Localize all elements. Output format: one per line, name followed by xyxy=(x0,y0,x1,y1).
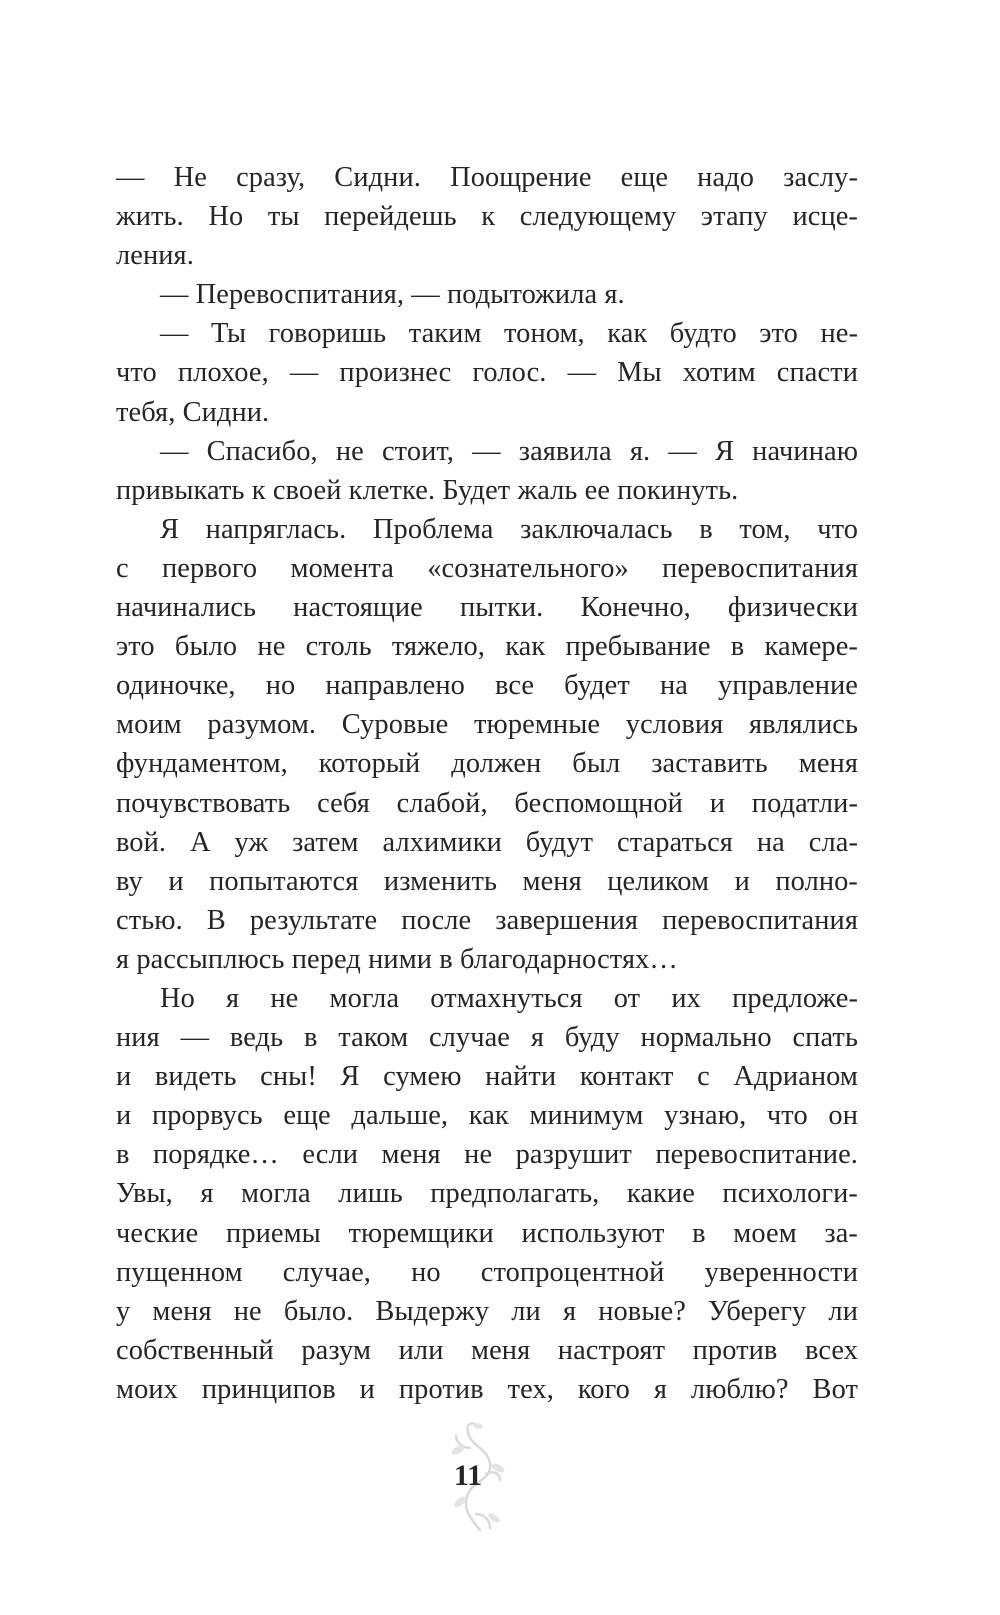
page-folio xyxy=(440,1418,520,1538)
text-line: стью. В результате после завершения перевоспитания xyxy=(116,904,858,936)
text-line: жить. Но ты перейдешь к следующему этапу исце- xyxy=(116,201,858,233)
text-line: с первого момента «сознательного» перевоспитания xyxy=(116,552,858,584)
text-line: я рассыплюсь перед ними в благодарностях… xyxy=(116,943,678,975)
text-line: Я напряглась. Проблема заключалась в том, что xyxy=(160,513,858,545)
text-line: в порядке… если меня не разрушит перевоспитание. xyxy=(116,1139,858,1171)
text-line: тебя, Сидни. xyxy=(116,396,270,428)
text-line: — Ты говоришь таким тоном, как будто это не- xyxy=(160,318,858,350)
text-line: начинались настоящие пытки. Конечно, физически xyxy=(116,592,858,624)
text-line: ву и попытаются изменить меня целиком и полно- xyxy=(116,865,858,897)
text-line: что плохое, — произнес голос. — Мы хотим спасти xyxy=(116,357,858,389)
text-line: Увы, я могла лишь предполагать, какие психологи- xyxy=(116,1178,858,1210)
text-line: собственный разум или меня настроят против всех xyxy=(116,1334,858,1366)
text-line: — Перевоспитания, — подытожила я. xyxy=(160,279,625,311)
text-line: почувствовать себя слабой, беспомощной и податли- xyxy=(116,787,858,819)
text-line: моих принципов и против тех, кого я люблю? Вот xyxy=(116,1373,858,1405)
page-number: 11 xyxy=(453,1459,483,1492)
text-line: ления. xyxy=(116,240,194,272)
text-line: это было не столь тяжело, как пребывание в камере- xyxy=(116,631,858,663)
text-line: пущенном случае, но стопроцентной уверенности xyxy=(116,1256,858,1288)
text-line: ния — ведь в таком случае я буду нормально спать xyxy=(116,1022,858,1054)
text-line: у меня не было. Выдержу ли я новые? Уберегу ли xyxy=(116,1295,858,1327)
text-line: ческие приемы тюремщики используют в моем за- xyxy=(116,1217,858,1249)
text-line: — Не сразу, Сидни. Поощрение еще надо заслу- xyxy=(116,162,858,193)
text-line: и прорвусь еще дальше, как минимум узнаю, что он xyxy=(116,1100,858,1132)
text-line: и видеть сны! Я сумею найти контакт с Адрианом xyxy=(116,1061,858,1093)
text-line: фундаментом, который должен был заставить меня xyxy=(116,748,858,780)
text-line: вой. А уж затем алхимики будут стараться на сла- xyxy=(116,826,858,858)
text-line: Но я не могла отмахнуться от их предложе- xyxy=(160,982,858,1014)
text-line: привыкать к своей клетке. Будет жаль ее покинуть. xyxy=(116,474,739,506)
text-line: моим разумом. Суровые тюремные условия являлись xyxy=(116,709,858,741)
text-line: — Спасибо, не стоит, — заявила я. — Я начинаю xyxy=(160,435,858,467)
text-line: одиночке, но направлено все будет на управление xyxy=(116,670,858,702)
book-page-text xyxy=(116,158,858,1409)
